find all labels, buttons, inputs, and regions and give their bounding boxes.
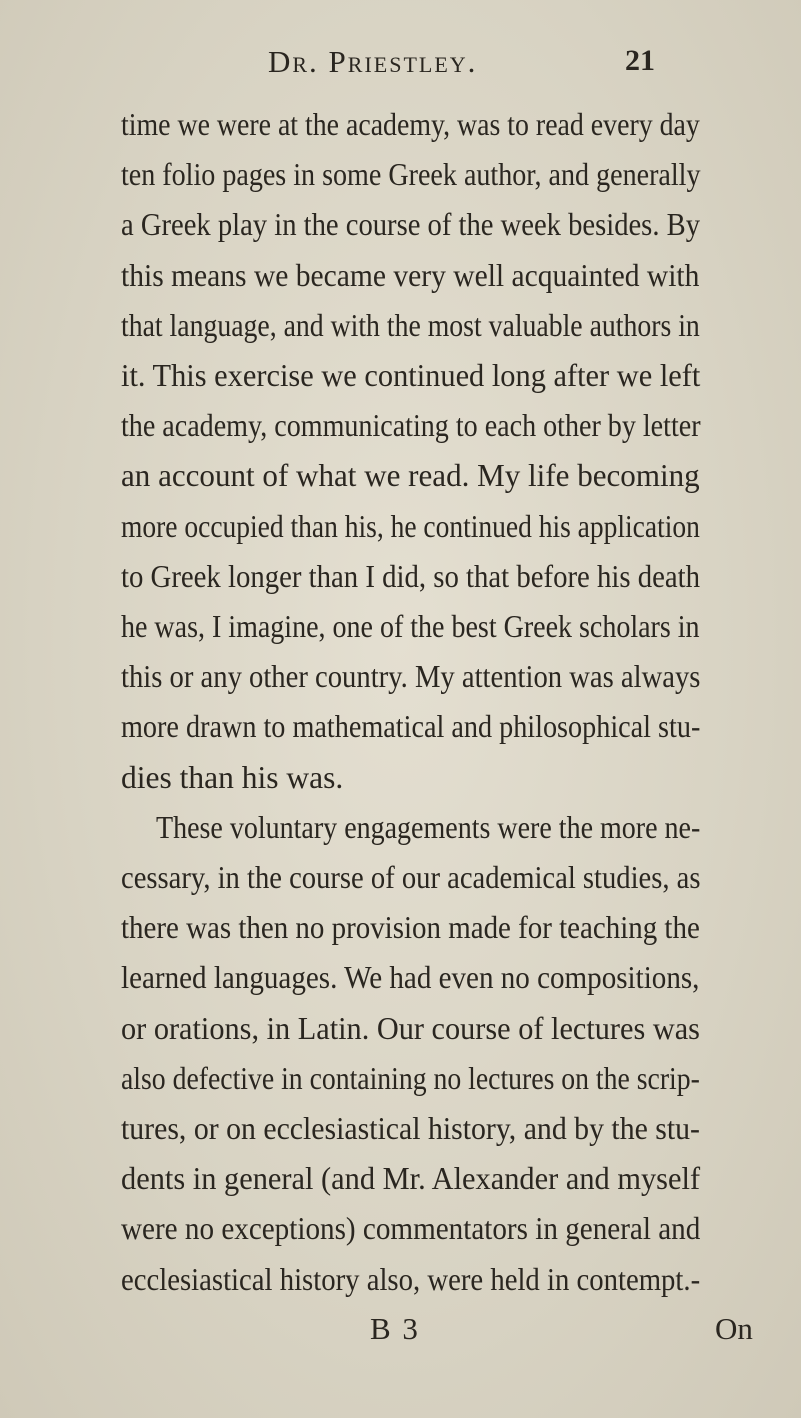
running-head: Dr. Priestley. (268, 44, 478, 79)
text-line: more drawn to mathematical and philosophical stu- (121, 709, 701, 745)
text-line: time we were at the academy, was to read every day (121, 107, 700, 142)
signature-mark: B 3 (370, 1310, 420, 1346)
text-line: tures, or on ecclesiastical history, and by the stu- (121, 1111, 700, 1146)
text-line: cessary, in the course of our academical studies, as (121, 860, 701, 895)
text-line: an account of what we read. My life becoming (121, 458, 700, 494)
page-header (0, 44, 801, 84)
text-line: this or any other country. My attention was always (121, 659, 701, 695)
text-line: were no exceptions) commentators in general and (121, 1211, 701, 1247)
text-line: dies than his was. (121, 759, 344, 795)
text-line: there was then no provision made for teaching the (121, 910, 700, 946)
text-line: to Greek longer than I did, so that before his death (121, 558, 701, 594)
text-line: ten folio pages in some Greek author, and generally (121, 157, 701, 193)
text-line: more occupied than his, he continued his application (121, 508, 700, 544)
text-line: the academy, communicating to each other by letter (121, 408, 701, 444)
text-line: ecclesiastical history also, were held in contempt.- (121, 1261, 701, 1297)
text-line: he was, I imagine, one of the best Greek scholars in (121, 609, 700, 644)
text-line: a Greek play in the course of the week besides. By (121, 207, 701, 243)
page-number: 21 (625, 44, 655, 77)
text-line: dents in general (and Mr. Alexander and myself (121, 1161, 701, 1197)
text-line: learned languages. We had even no compositions, (121, 960, 700, 996)
text-line: this means we became very well acquainted with (121, 257, 700, 293)
page-footer (0, 1311, 801, 1351)
catchword: On (715, 1310, 753, 1346)
text-line: it. This exercise we continued long after we left (121, 358, 701, 393)
text-line: These voluntary engagements were the more ne- (156, 809, 701, 845)
text-line: also defective in containing no lectures on the scrip- (121, 1060, 700, 1096)
text-line: or orations, in Latin. Our course of lectures was (121, 1010, 700, 1046)
text-line: that language, and with the most valuable authors in (121, 307, 700, 343)
